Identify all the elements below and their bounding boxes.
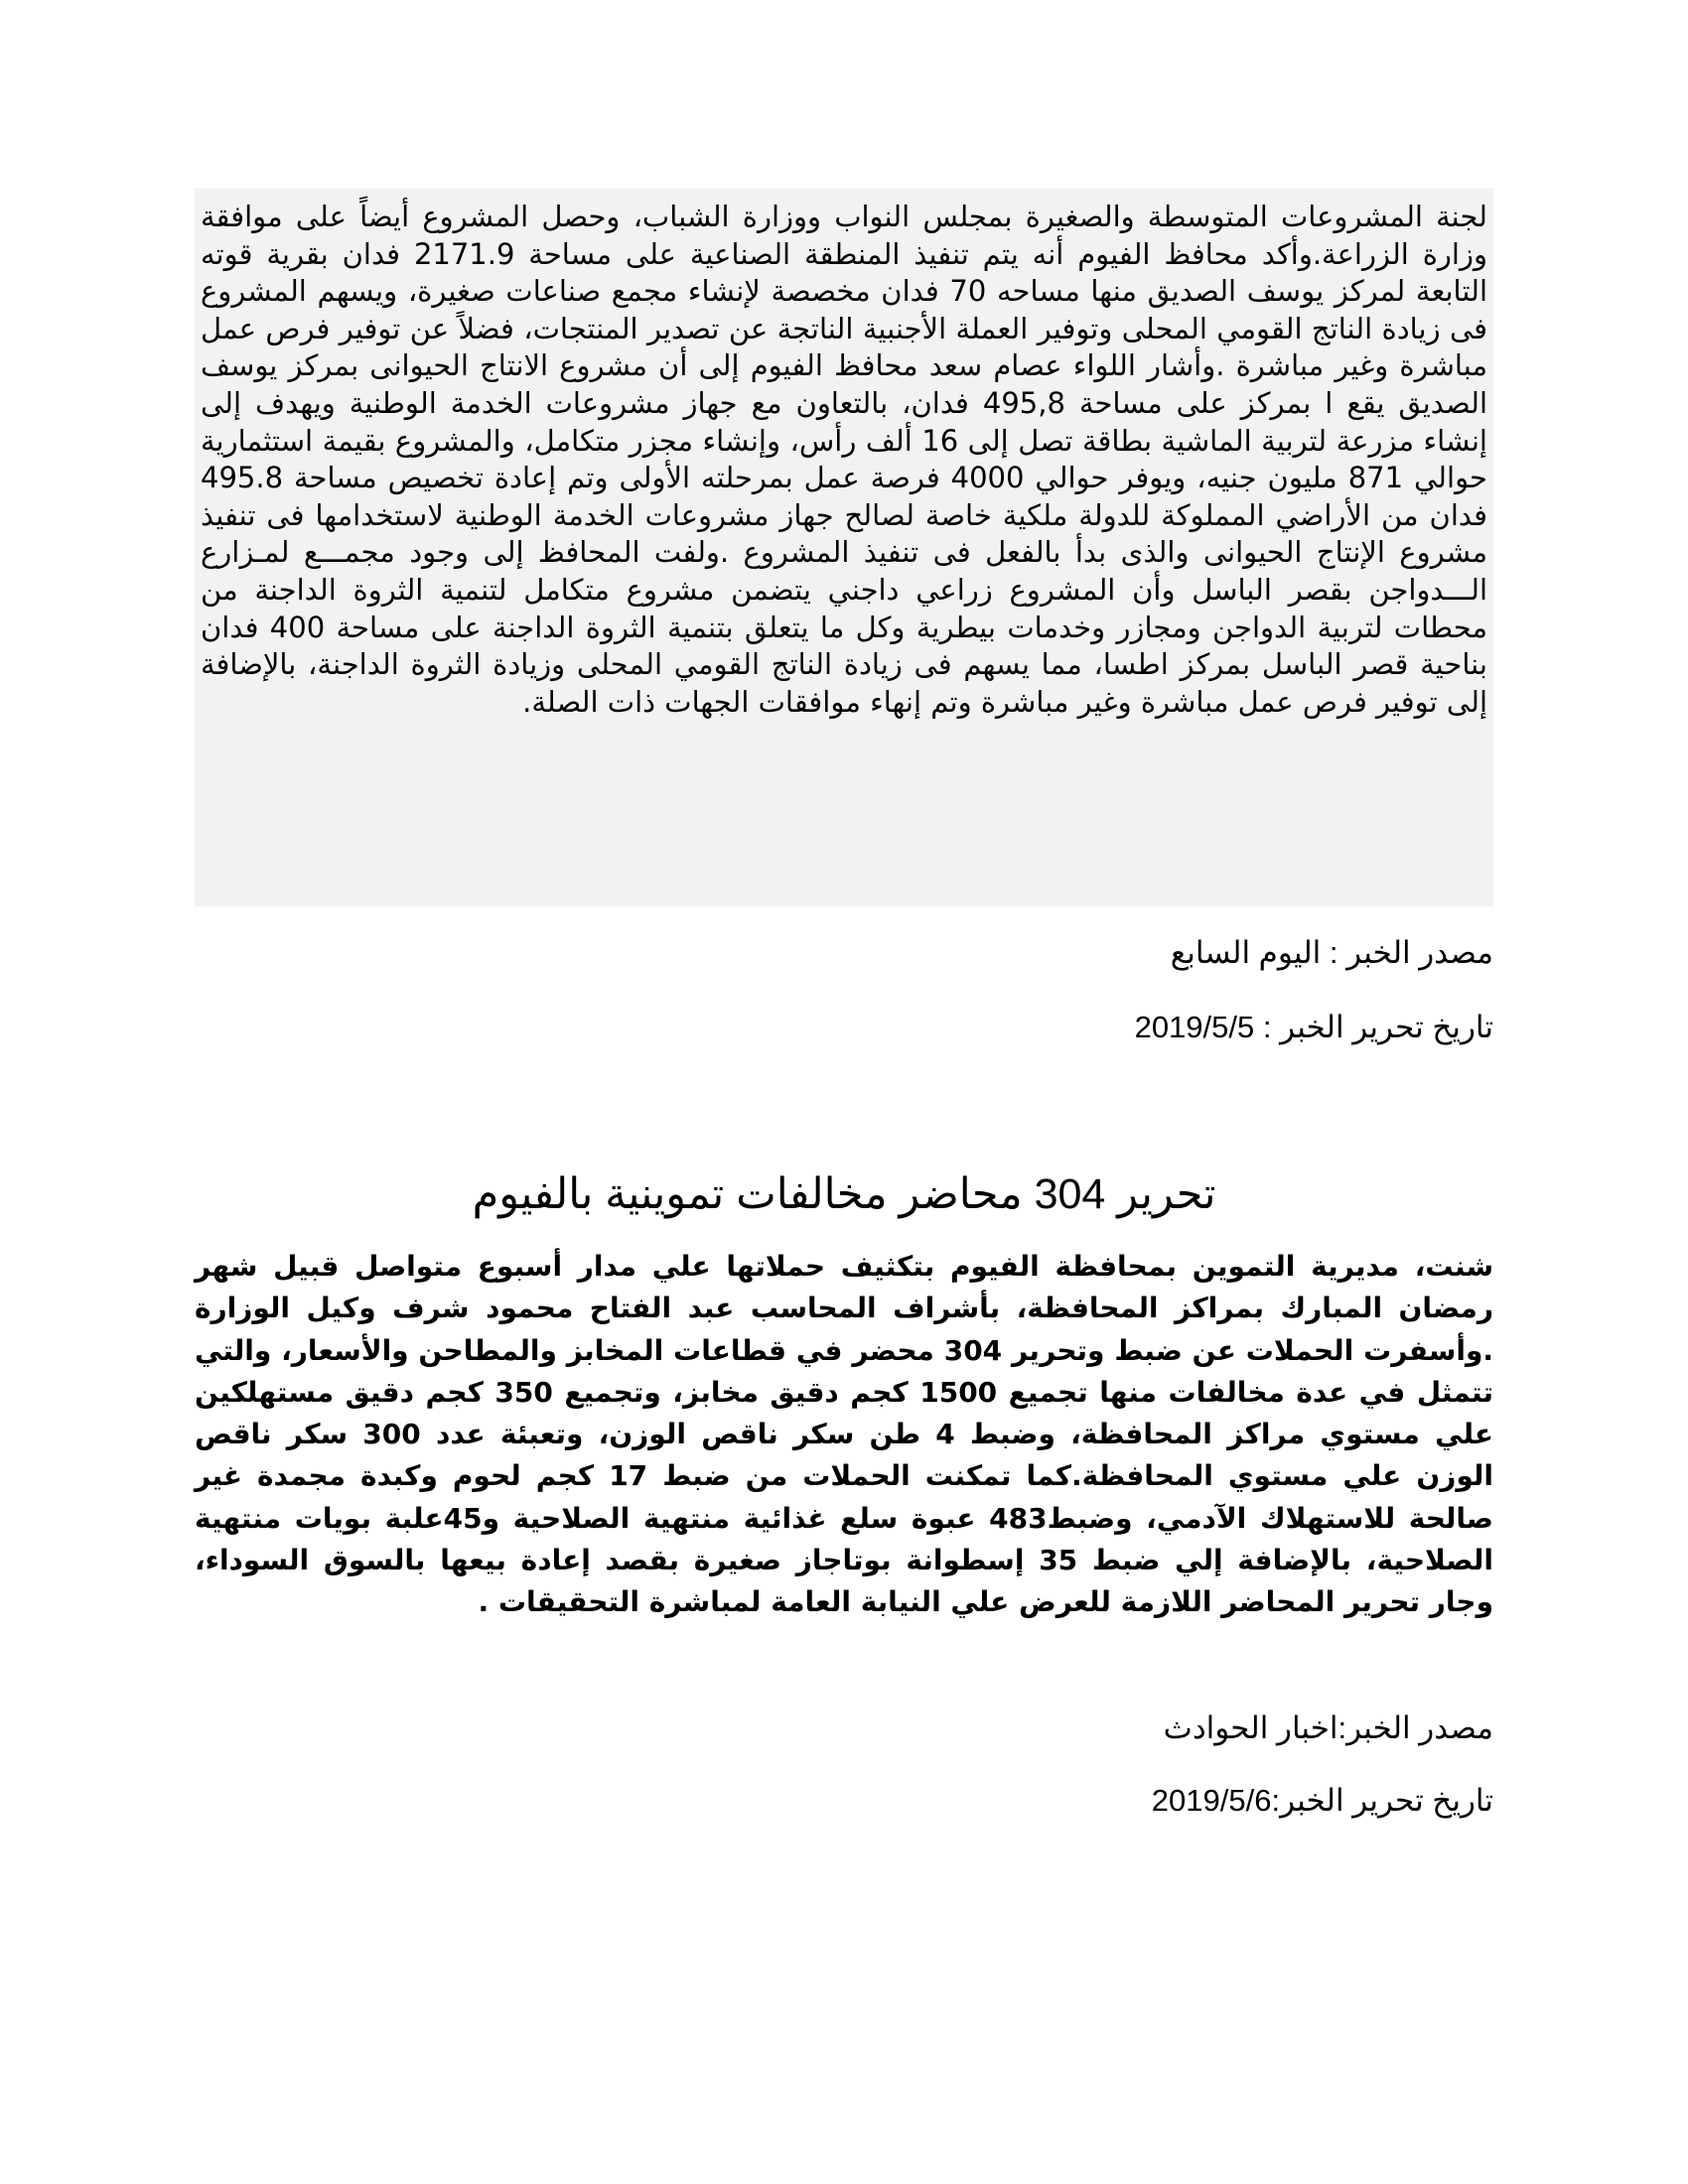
article-2-source: مصدر الخبر:اخبار الحوادث — [1163, 1710, 1493, 1745]
article-2-headline: تحرير 304 محاضر مخالفات تموينية بالفيوم — [472, 1170, 1216, 1218]
article-1-paragraph: لجنة المشروعات المتوسطة والصغيرة بمجلس النواب ووزارة الشباب، وحصل المشروع أيضاً على موافقة وزارة الزراعة.وأكد محافظ الفيوم أنه يتم تنفيذ المنطقة الصناعية على مساحة 2171.9 فدان بقرية قوته التابعة لمركز يوسف الصديق منها مساحه 70 فدان مخصصة لإنشاء مجمع صناعات صغيرة، ويسهم المشروع فى زيادة الناتج القومي المحلى وتوفير العملة الأجنبية الناتجة عن تصدير المنتجات، فضلاً عن توفير فرص عمل مباشرة وغير مباشرة .وأشار اللواء عصام سعد محافظ الفيوم إلى أن مشروع الانتاج الحيوانى بمركز يوسف الصديق يقع ا بمركز على مساحة 495,8 فدان، بالتعاون مع جهاز مشروعات الخدمة الوطنية ويهدف إلى إنشاء مزرعة لتربية الماشية بطاقة تصل إلى 16 ألف رأس، وإنشاء مجزر متكامل، والمشروع بقيمة استثمارية حوالي 871 مليون جنيه، ويوفر حوالي 4000 فرصة عمل بمرحلته الأولى وتم إعادة تخصيص مساحة 495.8 فدان من الأراضي المملوكة للدولة ملكية خاصة لصالح جهاز مشروعات الخدمة الوطنية لاستخدامها فى تنفيذ مشروع الإنتاج الحيوانى والذى بدأ بالفعل فى تنفيذ المشروع .ولفت المحافظ إلى وجود مجمـــع لمـزارع الـــدواجن بقصر الباسل وأن المشروع زراعي داجني يتضمن مشروع متكامل لتنمية الثروة الداجنة من محطات لتربية الدواجن ومجازر وخدمات بيطرية وكل ما يتعلق بتنمية الثروة الداجنة على مساحة 400 فدان بناحية قصر الباسل بمركز اطسا، مما يسهم فى زيادة الناتج القومي المحلى وزيادة الثروة الداجنة، بالإضافة إلى توفير فرص عمل مباشرة وغير مباشرة وتم إنهاء موافقات الجهات ذات الصلة. — [201, 200, 1488, 719]
article-2-body — [195, 1246, 1493, 1624]
article-2-date: تاريخ تحرير الخبر:2019/5/6 — [1151, 1783, 1493, 1818]
article-1-date: تاريخ تحرير الخبر : 2019/5/5 — [1134, 1010, 1493, 1044]
article-1-shaded-block — [195, 189, 1493, 906]
article-2-paragraph: شنت، مديرية التموين بمحافظة الفيوم بتكثيف حملاتها علي مدار أسبوع متواصل قبيل شهر رمضان المبارك بمراكز المحافظة، بأشراف المحاسب عبد الفتاح محمود شرف وكيل الوزارة .وأسفرت الحملات عن ضبط وتحرير 304 محضر في قطاعات المخابز والمطاحن والأسعار، والتي تتمثل في عدة مخالفات منها تجميع 1500 كجم دقيق مخابز، وتجميع 350 كجم دقيق مستهلكين علي مستوي مراكز المحافظة، وضبط 4 طن سكر ناقص الوزن، وتعبئة عدد 300 سكر ناقص الوزن علي مستوي المحافظة.كما تمكنت الحملات من ضبط 17 كجم لحوم وكبدة مجمدة غير صالحة للاستهلاك الآدمي، وضبط483 عبوة سلع غذائية منتهية الصلاحية و45علبة بويات منتهية الصلاحية، بالإضافة إلي ضبط 35 إسطوانة بوتاجاز صغيرة بقصد إعادة بيعها بالسوق السوداء، وجار تحرير المحاضر اللازمة للعرض علي النيابة العامة لمباشرة التحقيقات . — [195, 1250, 1494, 1619]
article-1-source: مصدر الخبر : اليوم السابع — [1170, 935, 1493, 970]
